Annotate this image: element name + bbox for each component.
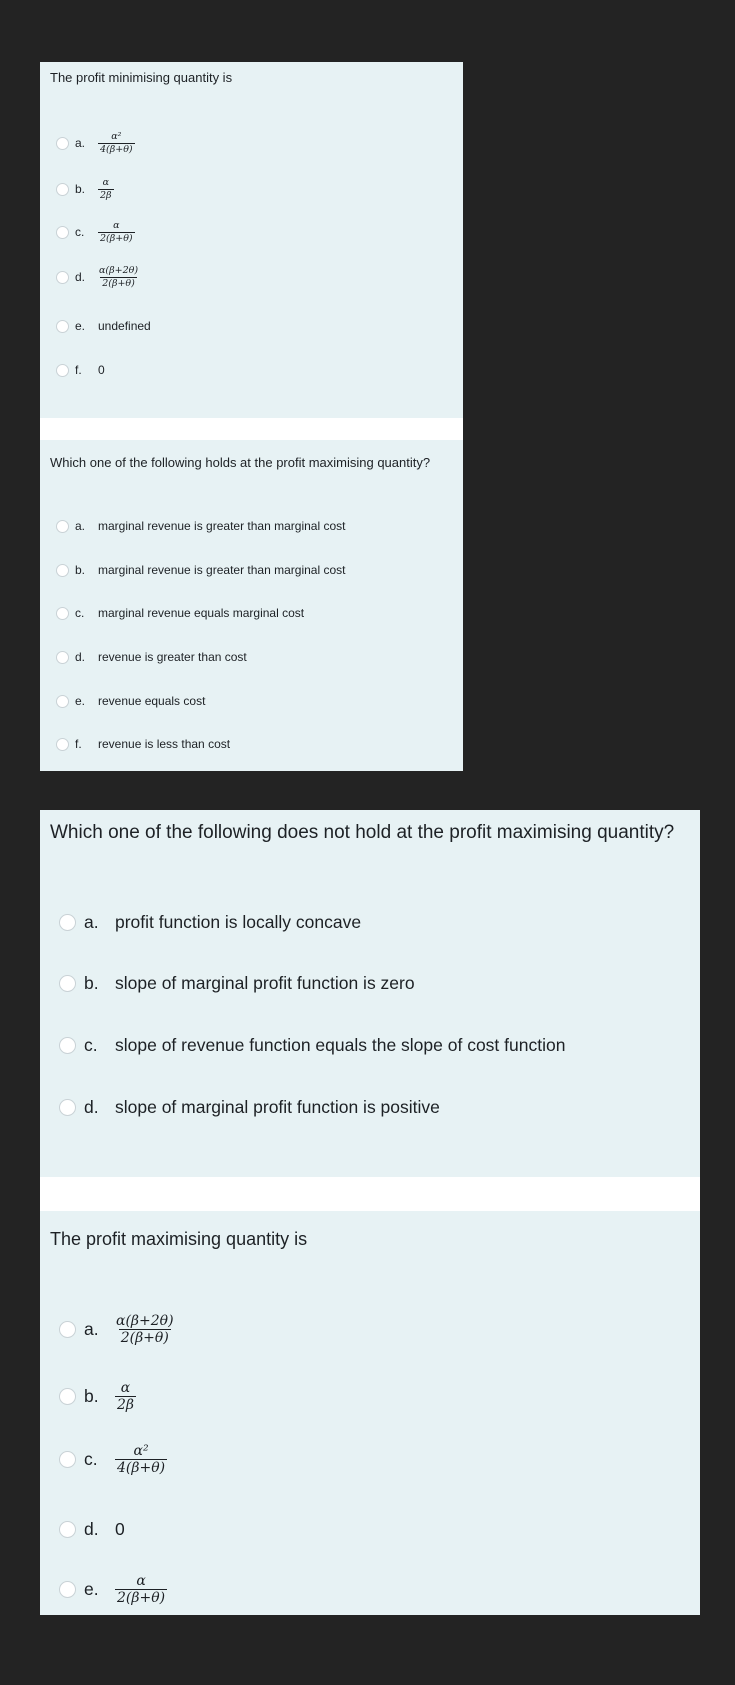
fraction: $\frac{\alpha(\beta+2\theta)}{2(\beta+\theta)}$ — [99, 265, 139, 289]
answer-option-c[interactable] — [59, 1035, 565, 1056]
option-letter: b. — [84, 1386, 99, 1406]
question-text: Which one of the following does not hold at the profit maximising quantity? — [50, 822, 675, 843]
radio-button[interactable] — [56, 607, 69, 620]
option-letter: f. — [75, 363, 82, 377]
option-letter: a. — [84, 1319, 99, 1339]
radio-button[interactable] — [59, 1099, 76, 1116]
option-text: slope of revenue function equals the slope of cost function — [115, 1035, 566, 1055]
radio-button[interactable] — [56, 137, 69, 150]
option-letter: c. — [84, 1449, 98, 1469]
answer-option-a[interactable] — [56, 132, 135, 154]
option-letter: d. — [84, 1519, 99, 1539]
radio-button[interactable] — [56, 271, 69, 284]
option-text: marginal revenue equals marginal cost — [98, 606, 305, 620]
option-text: profit function is locally concave — [115, 912, 362, 932]
fraction: $\frac{\text{α²}}{4(\beta+\theta)}$ — [100, 131, 133, 155]
radio-button[interactable] — [56, 695, 69, 708]
option-letter: b. — [75, 182, 86, 196]
radio-button[interactable] — [56, 364, 69, 377]
radio-button[interactable] — [59, 975, 76, 992]
card-separator — [40, 418, 463, 440]
radio-button[interactable] — [56, 738, 69, 751]
option-text: 0 — [98, 363, 105, 377]
answer-option-c[interactable] — [56, 606, 304, 620]
option-letter: a. — [84, 912, 99, 932]
question-card-1 — [40, 62, 463, 418]
question-text: The profit maximising quantity is — [50, 1229, 308, 1249]
answer-option-e[interactable] — [56, 694, 205, 708]
radio-button[interactable] — [56, 564, 69, 577]
option-letter: e. — [75, 694, 86, 708]
fraction: $\frac{\alpha}{2(\beta+\theta)}$ — [117, 1573, 166, 1606]
answer-option-b[interactable] — [56, 178, 114, 200]
option-text: 0 — [115, 1519, 125, 1539]
option-letter: b. — [75, 563, 86, 577]
answer-option-a[interactable] — [59, 1314, 175, 1345]
question-card-4 — [40, 1211, 700, 1615]
fraction: $\frac{\alpha}{2\beta}$ — [100, 177, 112, 201]
option-text: revenue is less than cost — [98, 737, 231, 751]
option-letter: d. — [75, 650, 86, 664]
answer-option-c[interactable] — [59, 1444, 167, 1475]
radio-button[interactable] — [59, 914, 76, 931]
answer-option-d[interactable] — [56, 266, 139, 288]
answer-option-b[interactable] — [59, 973, 415, 994]
option-text: marginal revenue is greater than marginal cost — [98, 519, 346, 533]
question-text: The profit minimising quantity is — [50, 70, 233, 85]
option-letter: a. — [75, 136, 86, 150]
answer-option-f[interactable] — [56, 363, 105, 377]
answer-option-d[interactable] — [56, 650, 247, 664]
question-text: Which one of the following holds at the profit maximising quantity? — [50, 455, 431, 470]
answer-option-f[interactable] — [56, 737, 230, 751]
radio-button[interactable] — [59, 1037, 76, 1054]
card-separator — [40, 1177, 700, 1211]
option-letter: a. — [75, 519, 86, 533]
option-letter: d. — [75, 270, 86, 284]
answer-option-e[interactable] — [59, 1574, 167, 1605]
fraction: $\frac{\alpha}{2(\beta+\theta)}$ — [100, 220, 133, 244]
answer-option-e[interactable] — [56, 319, 151, 333]
radio-button[interactable] — [56, 320, 69, 333]
fraction: $\frac{\alpha}{2\beta}$ — [117, 1380, 135, 1413]
option-letter: e. — [75, 319, 86, 333]
answer-option-a[interactable] — [56, 519, 345, 533]
option-letter: b. — [84, 973, 99, 993]
option-text: revenue is greater than cost — [98, 650, 247, 664]
radio-button[interactable] — [56, 226, 69, 239]
answer-option-c[interactable] — [56, 221, 135, 243]
fraction: $\frac{\alpha(\beta+2\theta)}{2(\beta+\theta)}$ — [116, 1313, 174, 1346]
option-letter: f. — [75, 737, 82, 751]
answer-option-b[interactable] — [59, 1381, 136, 1412]
radio-button[interactable] — [59, 1581, 76, 1598]
answer-option-a[interactable] — [59, 912, 361, 933]
question-card-3 — [40, 810, 700, 1177]
option-text: revenue equals cost — [98, 694, 206, 708]
radio-button[interactable] — [59, 1451, 76, 1468]
radio-button[interactable] — [56, 651, 69, 664]
question-card-2 — [40, 440, 463, 771]
option-letter: d. — [84, 1097, 99, 1117]
radio-button[interactable] — [56, 183, 69, 196]
radio-button[interactable] — [59, 1321, 76, 1338]
option-letter: c. — [84, 1035, 98, 1055]
option-text: slope of marginal profit function is zero — [115, 973, 415, 993]
option-text: undefined — [98, 319, 151, 333]
radio-button[interactable] — [56, 520, 69, 533]
option-letter: c. — [75, 225, 85, 239]
option-text: marginal revenue is greater than marginal cost — [98, 563, 346, 577]
radio-button[interactable] — [59, 1388, 76, 1405]
fraction: $\frac{\text{α²}}{4(\beta+\theta)}$ — [117, 1443, 166, 1476]
answer-option-d[interactable] — [59, 1097, 440, 1118]
option-letter: e. — [84, 1579, 99, 1599]
answer-option-d[interactable] — [59, 1519, 125, 1540]
option-text: slope of marginal profit function is positive — [115, 1097, 440, 1117]
option-letter: c. — [75, 606, 85, 620]
answer-option-b[interactable] — [56, 563, 345, 577]
radio-button[interactable] — [59, 1521, 76, 1538]
